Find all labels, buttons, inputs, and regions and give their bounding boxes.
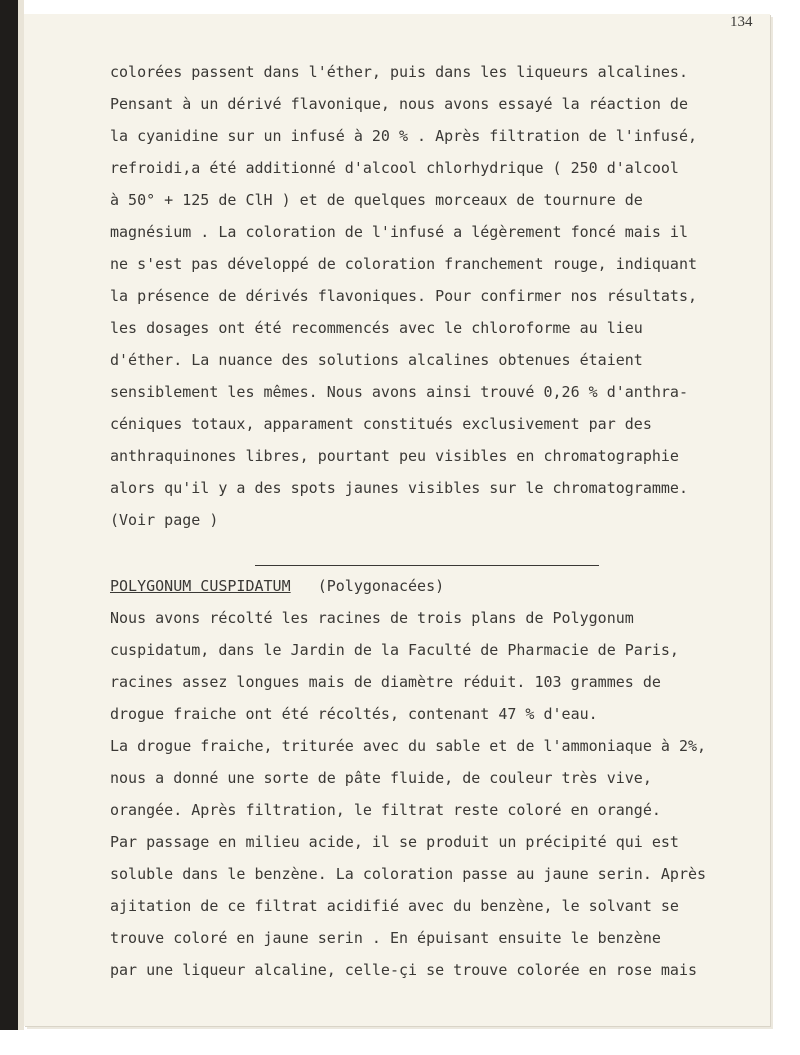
text-line: cuspidatum, dans le Jardin de la Faculté de Pharmacie de Paris, bbox=[110, 641, 679, 659]
text-line: à 50° + 125 de ClH ) et de quelques morceaux de tournure de bbox=[110, 191, 643, 209]
text-line: Nous avons récolté les racines de trois plans de Polygonum bbox=[110, 609, 634, 627]
text-line: colorées passent dans l'éther, puis dans les liqueurs alcalines. bbox=[110, 63, 688, 81]
family-name: (Polygonacées) bbox=[317, 577, 445, 595]
species-name: POLYGONUM CUSPIDATUM bbox=[110, 577, 291, 595]
text-line: La drogue fraiche, triturée avec du sable et de l'ammoniaque à 2%, bbox=[110, 737, 707, 755]
section-heading bbox=[110, 570, 444, 602]
text-line: Pensant à un dérivé flavonique, nous avons essayé la réaction de bbox=[110, 95, 688, 113]
text-line: refroidi,a été additionné d'alcool chlorhydrique ( 250 d'alcool bbox=[110, 159, 679, 177]
text-line: magnésium . La coloration de l'infusé a légèrement foncé mais il bbox=[110, 223, 688, 241]
text-line: anthraquinones libres, pourtant peu visibles en chromatographie bbox=[110, 447, 679, 465]
text-line: trouve coloré en jaune serin . En épuisant ensuite le benzène bbox=[110, 929, 661, 947]
section-body bbox=[110, 602, 750, 986]
paragraph-1 bbox=[110, 56, 750, 536]
page-number: 134 bbox=[730, 14, 753, 30]
text-line: les dosages ont été recommencés avec le chloroforme au lieu bbox=[110, 319, 643, 337]
section-divider bbox=[255, 565, 599, 566]
text-line: Par passage en milieu acide, il se produit un précipité qui est bbox=[110, 833, 679, 851]
text-line: céniques totaux, apparament constitués exclusivement par des bbox=[110, 415, 652, 433]
text-line: nous a donné une sorte de pâte fluide, de couleur très vive, bbox=[110, 769, 652, 787]
text-line: sensiblement les mêmes. Nous avons ainsi trouvé 0,26 % d'anthra- bbox=[110, 383, 688, 401]
text-line: soluble dans le benzène. La coloration passe au jaune serin. Après bbox=[110, 865, 707, 883]
text-line: la présence de dérivés flavoniques. Pour confirmer nos résultats, bbox=[110, 287, 697, 305]
text-line: la cyanidine sur un infusé à 20 % . Après filtration de l'infusé, bbox=[110, 127, 697, 145]
text-line: racines assez longues mais de diamètre réduit. 103 grammes de bbox=[110, 673, 661, 691]
text-line: orangée. Après filtration, le filtrat reste coloré en orangé. bbox=[110, 801, 661, 819]
text-line: par une liqueur alcaline, celle-çi se trouve colorée en rose mais bbox=[110, 961, 697, 979]
text-line: drogue fraiche ont été récoltés, contenant 47 % d'eau. bbox=[110, 705, 598, 723]
text-line: alors qu'il y a des spots jaunes visibles sur le chromatogramme. bbox=[110, 479, 688, 497]
text-line: ne s'est pas développé de coloration franchement rouge, indiquant bbox=[110, 255, 697, 273]
text-line: d'éther. La nuance des solutions alcalines obtenues étaient bbox=[110, 351, 643, 369]
text-line: ajitation de ce filtrat acidifié avec du benzène, le solvant se bbox=[110, 897, 679, 915]
text-line: (Voir page ) bbox=[110, 511, 219, 529]
